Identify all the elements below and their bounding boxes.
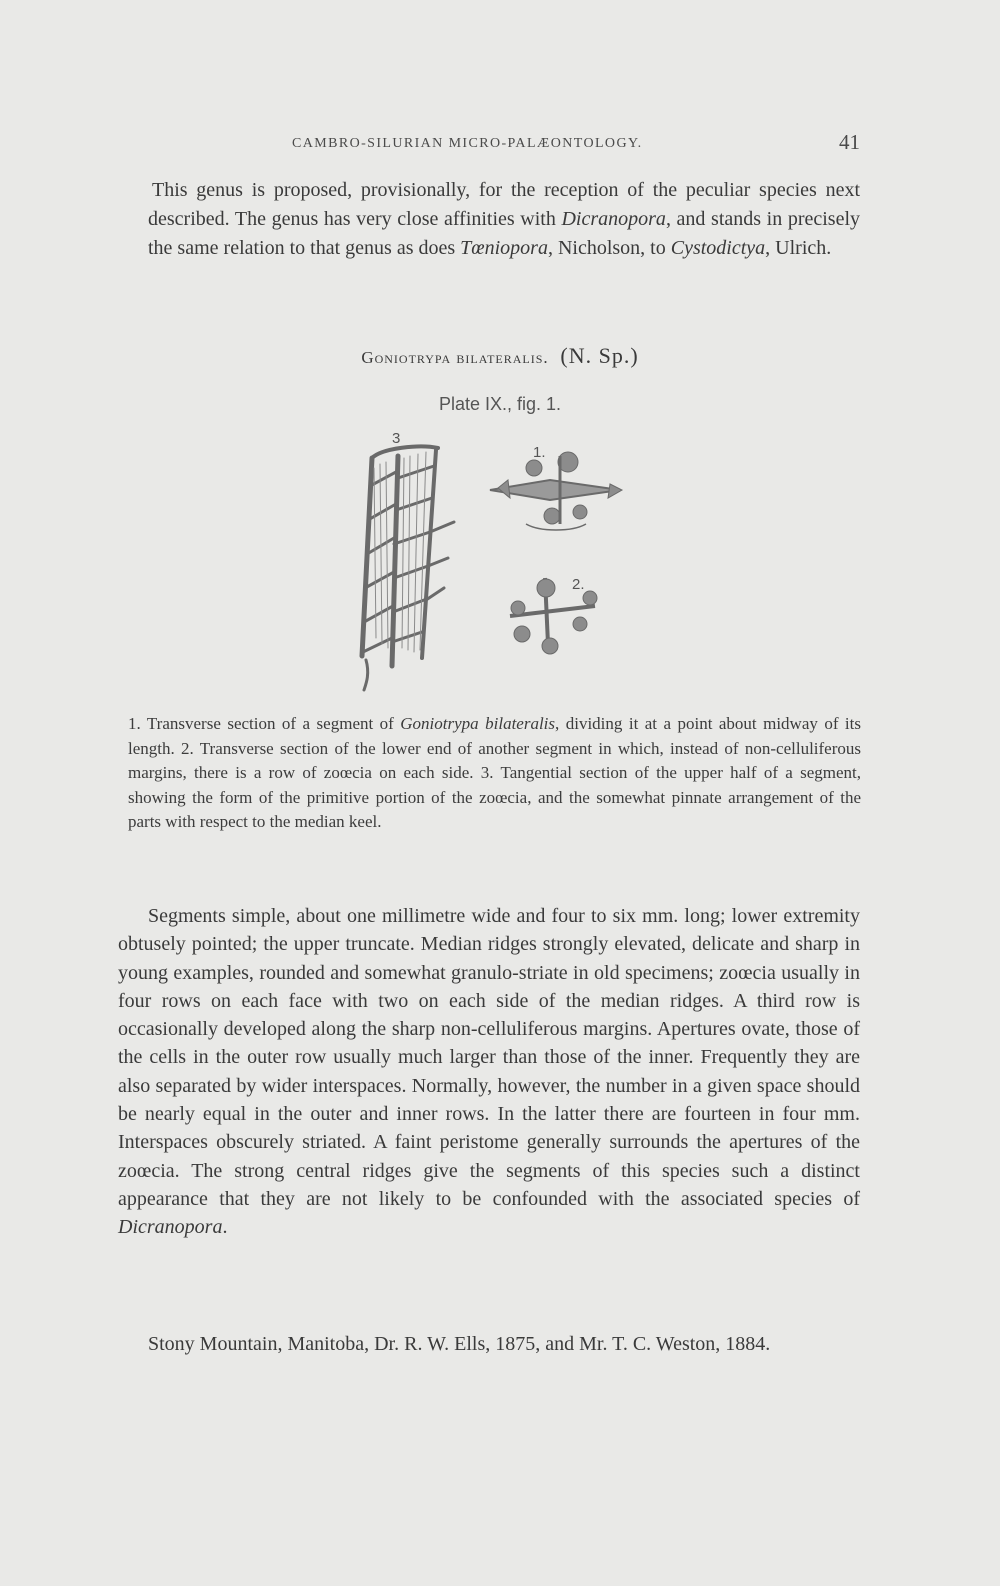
figure-drawings [310,428,650,698]
genus-name: Tœniopora [460,237,548,259]
species-name: Goniotrypa bilateralis. [361,348,549,367]
species-heading [0,343,1000,369]
figure-label-2: 2. [572,576,585,593]
page-number: 41 [839,130,860,154]
tangential-section-drawing [362,446,454,690]
running-head [0,128,860,158]
species-designation: (N. Sp.) [560,343,639,368]
specimen-figure [310,428,650,698]
figure-label-3: 3 [392,430,401,447]
genus-name: Dicranopora [118,1216,223,1239]
caption-species: Goniotrypa bilateralis [400,714,556,733]
species-description: Segments simple, about one millimetre wide and four to six mm. long; lower extremity obtusely pointed; the upper truncate. Median ridges strongly elevated, delicate and sharp in young examples, rounded and somewhat granulo-striate in old specimens; zoœcia usually in four rows on each face with two on each side of the median ridges. A third row is occasionally developed along the sharp non-celluliferous margins. Apertures ovate, those of the cells in the outer row usually much larger than those of the inner. Frequently they are also separated by wider interspaces. Normally, however, the number in a given space should be nearly equal in the outer and inner rows. In the latter there are fourteen in four mm. Interspaces obscurely striated. A faint peristome generally surrounds the apertures of the zoœcia. The strong central ridges give the segments of this species such a distinct appearance that they are not likely to be confounded with the associated species of Dicranopora. [118,905,860,1239]
locality-paragraph: Stony Mountain, Manitoba, Dr. R. W. Ells, 1875, and Mr. T. C. Weston, 1884. [148,1333,771,1355]
figure-caption: 1. Transverse section of a segment of Goniotrypa bilateralis, dividing it at a point about midway of its length. 2. Transverse section of the lower end of another segment in which, instead of non-celluliferous margins, there is a row of zoœcia on each side. 3. Tangential section of the upper half of a segment, showing the form of the primitive portion of the zoœcia, and the somewhat pinnate arrangement of the parts with respect to the median keel. [128,714,861,831]
figure-label-1: 1. [533,444,546,461]
transverse-section-drawing-1 [490,452,622,530]
plate-reference: Plate IX., fig. 1. [438,394,562,414]
intro-paragraph: This genus is proposed, provisionally, for the reception of the peculiar species next described. The genus has very close affinities with Dicranopora, and stands in precisely the same relation to that genus as does Tœniopora, Nicholson, to Cystodictya, Ulrich. [148,179,861,259]
running-head-title: CAMBRO-SILURIAN MICRO-PALÆONTOLOGY. [292,136,643,151]
genus-name: Cystodictya [670,237,766,259]
genus-name: Dicranopora [561,208,666,230]
